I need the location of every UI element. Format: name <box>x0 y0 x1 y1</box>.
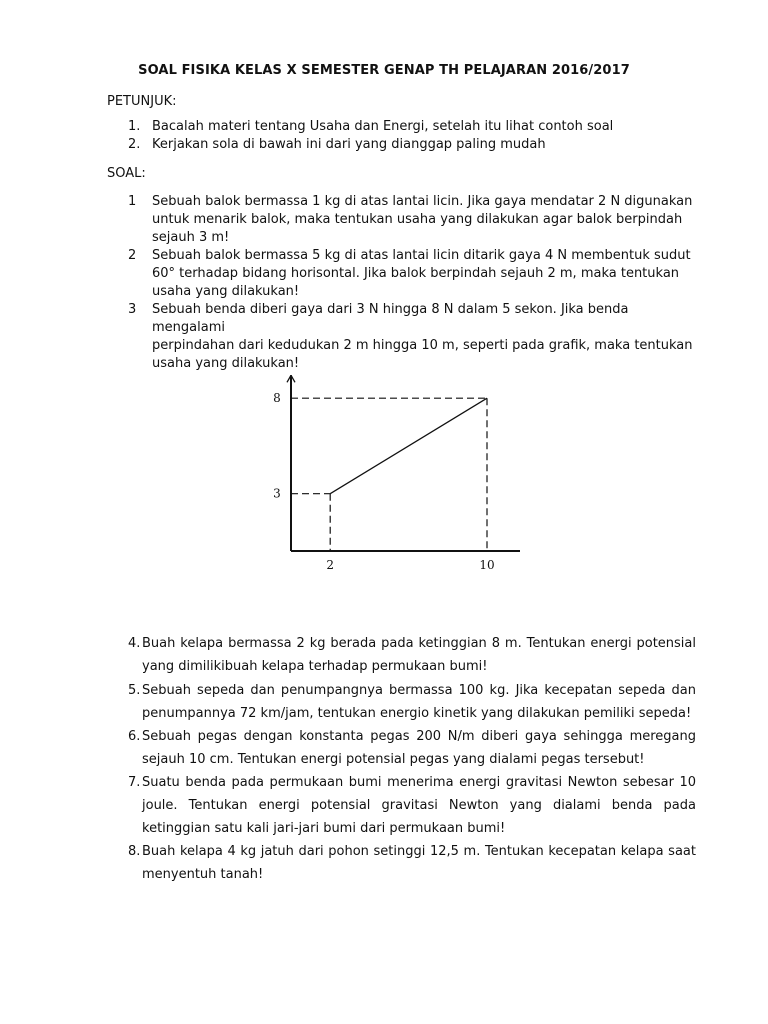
question-text <box>142 771 696 840</box>
question-text <box>152 247 704 301</box>
question-line: joule. Tentukan energi potensial gravitasi Newton yang dialami benda pada ketinggian satu kali jari-jari bumi dari permukaan bumi! <box>142 798 696 836</box>
question-line: 60° terhadap bidang horisontal. Jika balok berpindah sejauh 2 m, maka tentukan <box>152 266 680 281</box>
petunjuk-item <box>128 119 718 134</box>
petunjuk-item-text: Bacalah materi tentang Usaha dan Energi, setelah itu lihat contoh soal <box>152 119 614 134</box>
question-number: 5. <box>128 683 141 698</box>
question-number: 4. <box>128 636 141 651</box>
petunjuk-item <box>128 137 718 152</box>
page-title: SOAL FISIKA KELAS X SEMESTER GENAP TH PELAJARAN 2016/2017 <box>138 63 630 78</box>
question-line: sejauh 10 cm. Tentukan energi potensial pegas yang dialami pegas tersebut! <box>142 752 645 767</box>
petunjuk-item-text: Kerjakan sola di bawah ini dari yang dianggap paling mudah <box>152 137 546 152</box>
question-line: Buah kelapa bermassa 2 kg berada pada ketinggian 8 m. Tentukan energi potensial <box>142 636 696 651</box>
question-number: 6. <box>128 729 141 744</box>
question-text <box>142 840 696 886</box>
question-line: usaha yang dilakukan! <box>152 356 300 371</box>
y-tick-label: 8 <box>273 391 281 406</box>
force-line <box>330 398 487 494</box>
soal-label: SOAL: <box>107 166 146 181</box>
question-line: Buah kelapa 4 kg jatuh dari pohon setinggi 12,5 m. Tentukan kecepatan kelapa saat <box>142 844 696 859</box>
question-number: 7. <box>128 775 141 790</box>
x-tick-label: 10 <box>479 558 495 572</box>
petunjuk-item-number: 2. <box>128 137 141 152</box>
question-line: sejauh 3 m! <box>152 230 230 245</box>
question-text <box>142 632 696 678</box>
question-text <box>142 725 696 771</box>
question-line: Suatu benda pada permukaan bumi menerima energi gravitasi Newton sebesar 10 <box>142 775 696 790</box>
question-line: Sebuah balok bermassa 1 kg di atas lantai licin. Jika gaya mendatar 2 N digunakan <box>152 194 693 209</box>
question-number: 1 <box>128 194 137 209</box>
question-line: Sebuah pegas dengan konstanta pegas 200 N/m diberi gaya sehingga meregang <box>142 729 696 744</box>
question-text <box>152 301 704 373</box>
petunjuk-item-number: 1. <box>128 119 141 134</box>
question-line: Sebuah sepeda dan penumpangnya bermassa 100 kg. Jika kecepatan sepeda dan <box>142 683 696 698</box>
petunjuk-label: PETUNJUK: <box>107 94 177 109</box>
question-line: usaha yang dilakukan! <box>152 284 300 299</box>
question-number: 2 <box>128 248 137 263</box>
question-text <box>152 193 704 247</box>
force-displacement-chart <box>260 375 520 575</box>
question-number: 8. <box>128 844 141 859</box>
question-line: perpindahan dari kedudukan 2 m hingga 10 m, seperti pada grafik, maka tentukan <box>152 338 693 353</box>
y-tick-label: 3 <box>273 486 281 501</box>
question-line: untuk menarik balok, maka tentukan usaha yang dilakukan agar balok berpindah <box>152 212 683 227</box>
question-line: penumpannya 72 km/jam, tentukan energio kinetik yang dilakukan pemiliki sepeda! <box>142 706 692 721</box>
question-number: 3 <box>128 302 137 317</box>
question-line: Sebuah balok bermassa 5 kg di atas lantai licin ditarik gaya 4 N membentuk sudut <box>152 248 691 263</box>
question-line: Sebuah benda diberi gaya dari 3 N hingga 8 N dalam 5 sekon. Jika benda mengalami <box>152 302 629 335</box>
question-line: menyentuh tanah! <box>142 867 264 882</box>
question-line: yang dimilikibuah kelapa terhadap permukaan bumi! <box>142 659 488 674</box>
x-tick-label: 2 <box>326 558 335 572</box>
question-text <box>142 679 696 725</box>
